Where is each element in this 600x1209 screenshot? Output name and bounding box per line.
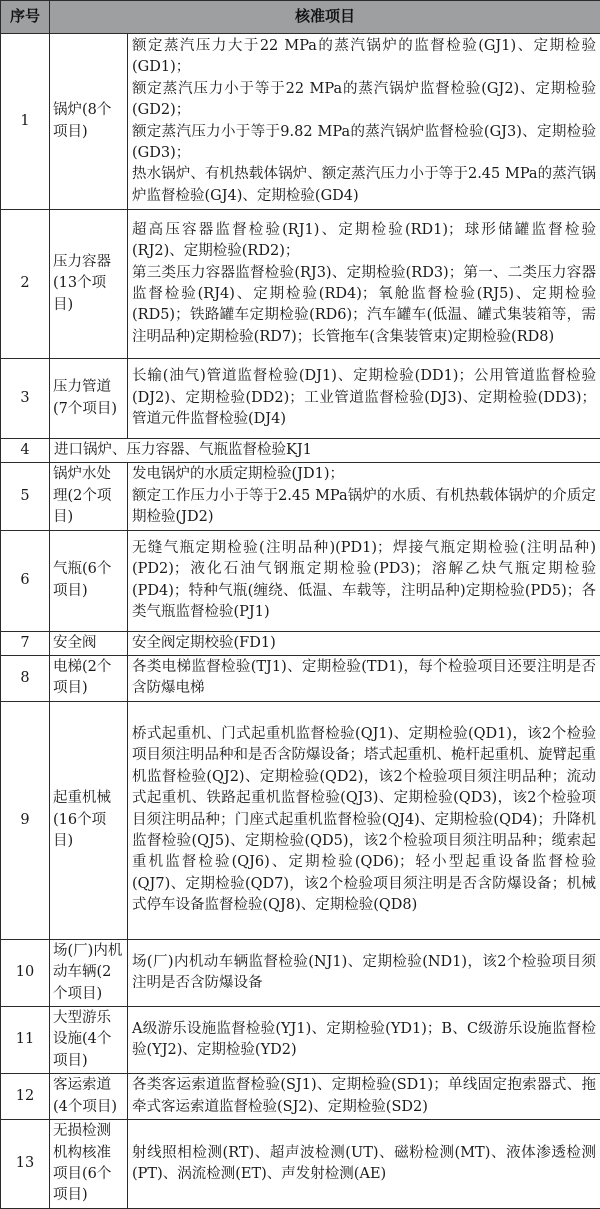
row-serial-no: 11 [1,1007,50,1074]
row-serial-no: 8 [1,656,50,702]
table-body [1,34,600,1209]
table-row [1,1074,600,1120]
row-details [128,210,600,359]
row-category: 客运索道(4个项目) [50,1074,128,1120]
row-details [128,631,600,655]
table-row [1,210,600,359]
row-serial-no: 12 [1,1074,50,1120]
detail-line: 无缝气瓶定期检验(注明品种)(PD1)；焊接气瓶定期检验(注明品种)(PD2)；液化石油气钢瓶定期检验(PD3)；溶解乙炔气瓶定期检验(PD4)；特种气瓶(缠绕、低温、车载等，注明品种)定期检验(PD5)；各类气瓶监督检验(PJ1) [132,538,596,624]
detail-line: 额定蒸汽压力大于22 MPa的蒸汽锅炉的监督检验(GJ1)、定期检验(GD1)； [132,36,596,79]
header-approved-items: 核准项目 [50,1,600,34]
row-details [128,463,600,530]
row-category: 锅炉水处理(2个项目) [50,463,128,530]
detail-line: 安全阀定期校验(FD1) [132,633,596,654]
detail-line: 射线照相检测(RT)、超声波检测(UT)、磁粉检测(MT)、液体渗透检测(PT)、涡流检测(ET)、声发射检测(AE) [132,1143,596,1186]
row-serial-no: 4 [1,439,50,463]
row-serial-no: 3 [1,359,50,439]
table-row [1,1007,600,1074]
row-category: 电梯(2个项目) [50,656,128,702]
table-row [1,631,600,655]
row-category: 压力管道(7个项目) [50,359,128,439]
row-category: 压力容器(13个项目) [50,210,128,359]
detail-line: 第三类压力容器监督检验(RJ3)、定期检验(RD3)；第一、二类压力容器监督检验(RJ4)、定期检验(RD4)；氧舱监督检验(RJ5)、定期检验(RD5)；铁路罐车定期检验(RD6)；汽车罐车(低温、罐式集装箱等，需注明品种)定期检验(RD7)；长管拖车(含集装管束)定期检验(RD8) [132,263,596,349]
detail-line: 额定工作压力小于等于2.45 MPa锅炉的水质、有机热载体锅炉的介质定期检验(JD2) [132,486,596,529]
table-row [1,34,600,210]
row-category: 大型游乐设施(4个项目) [50,1007,128,1074]
table-row [1,359,600,439]
row-serial-no: 1 [1,34,50,210]
row-category: 无损检测机构核准项目(6个项目) [50,1120,128,1209]
table-row [1,463,600,530]
row-merged-item: 进口锅炉、压力容器、气瓶监督检验KJ1 [50,439,600,463]
row-details [128,530,600,631]
table-row [1,1120,600,1209]
row-serial-no: 2 [1,210,50,359]
detail-line: 额定蒸汽压力小于等于22 MPa的蒸汽锅炉监督检验(GJ2)、定期检验(GD2)； [132,79,596,122]
table-row [1,939,600,1006]
header-row [1,1,600,34]
detail-line: 发电锅炉的水质定期检验(JD1)； [132,464,596,485]
row-details [128,34,600,210]
header-serial-no: 序号 [1,1,50,34]
row-details [128,1007,600,1074]
table-row [1,439,600,463]
detail-line: 长输(油气)管道监督检验(DJ1)、定期检验(DD1)；公用管道监督检验(DJ2)、定期检验(DD2)；工业管道监督检验(DJ3)、定期检验(DD3)；管道元件监督检验(DJ4) [132,366,596,430]
detail-line: 超高压容器监督检验(RJ1)、定期检验(RD1)；球形储罐监督检验(RJ2)、定期检验(RD2)； [132,220,596,263]
row-category: 起重机械(16个项目) [50,701,128,939]
row-serial-no: 13 [1,1120,50,1209]
table-row [1,656,600,702]
detail-line: 桥式起重机、门式起重机监督检验(QJ1)、定期检验(QD1)，该2个检验项目须注明品种和是否含防爆设备；塔式起重机、桅杆起重机、旋臂起重机监督检验(QJ2)、定期检验(QD2)，该2个检验项目须注明品种；流动式起重机、铁路起重机监督检验(QJ3)、定期检验(QD3)，该2个检验项目须注明品种；门座式起重机监督检验(QJ4)、定期检验(QD4)；升降机监督检验(QJ5)、定期检验(QD5)，该2个检验项目须注明品种；缆索起重机监督检验(QJ6)、定期检验(QD6)；轻小型起重设备监督检验(QJ7)、定期检验(QD7)，该2个检验项目须注明是否含防爆设备；机械式停车设备监督检验(QJ8)、定期检验(QD8) [132,724,596,917]
row-category: 锅炉(8个项目) [50,34,128,210]
row-serial-no: 7 [1,631,50,655]
row-category: 场(厂)内机动车辆(2个项目) [50,939,128,1006]
row-details [128,656,600,702]
row-serial-no: 9 [1,701,50,939]
detail-line: 场(厂)内机动车辆监督检验(NJ1)、定期检验(ND1)，该2个检验项目须注明是否含防爆设备 [132,952,596,995]
row-serial-no: 10 [1,939,50,1006]
row-details [128,359,600,439]
row-details [128,1074,600,1120]
row-serial-no: 6 [1,530,50,631]
table-row [1,530,600,631]
row-category: 安全阀 [50,631,128,655]
row-category: 气瓶(6个项目) [50,530,128,631]
detail-line: 各类电梯监督检验(TJ1)、定期检验(TD1)，每个检验项目还要注明是否含防爆电梯 [132,657,596,700]
row-serial-no: 5 [1,463,50,530]
row-details [128,1120,600,1209]
row-details [128,701,600,939]
detail-line: 各类客运索道监督检验(SJ1)、定期检验(SD1)；单线固定抱索器式、拖牵式客运索道监督检验(SJ2)、定期检验(SD2) [132,1075,596,1118]
row-details [128,939,600,1006]
detail-line: 热水锅炉、有机热载体锅炉、额定蒸汽压力小于等于2.45 MPa的蒸汽锅炉监督检验(GJ4)、定期检验(GD4) [132,164,596,207]
table-row [1,701,600,939]
detail-line: A级游乐设施监督检验(YJ1)、定期检验(YD1)；B、C级游乐设施监督检验(YJ2)、定期检验(YD2) [132,1019,596,1062]
detail-line: 额定蒸汽压力小于等于9.82 MPa的蒸汽锅炉监督检验(GJ3)、定期检验(GD3)； [132,122,596,165]
